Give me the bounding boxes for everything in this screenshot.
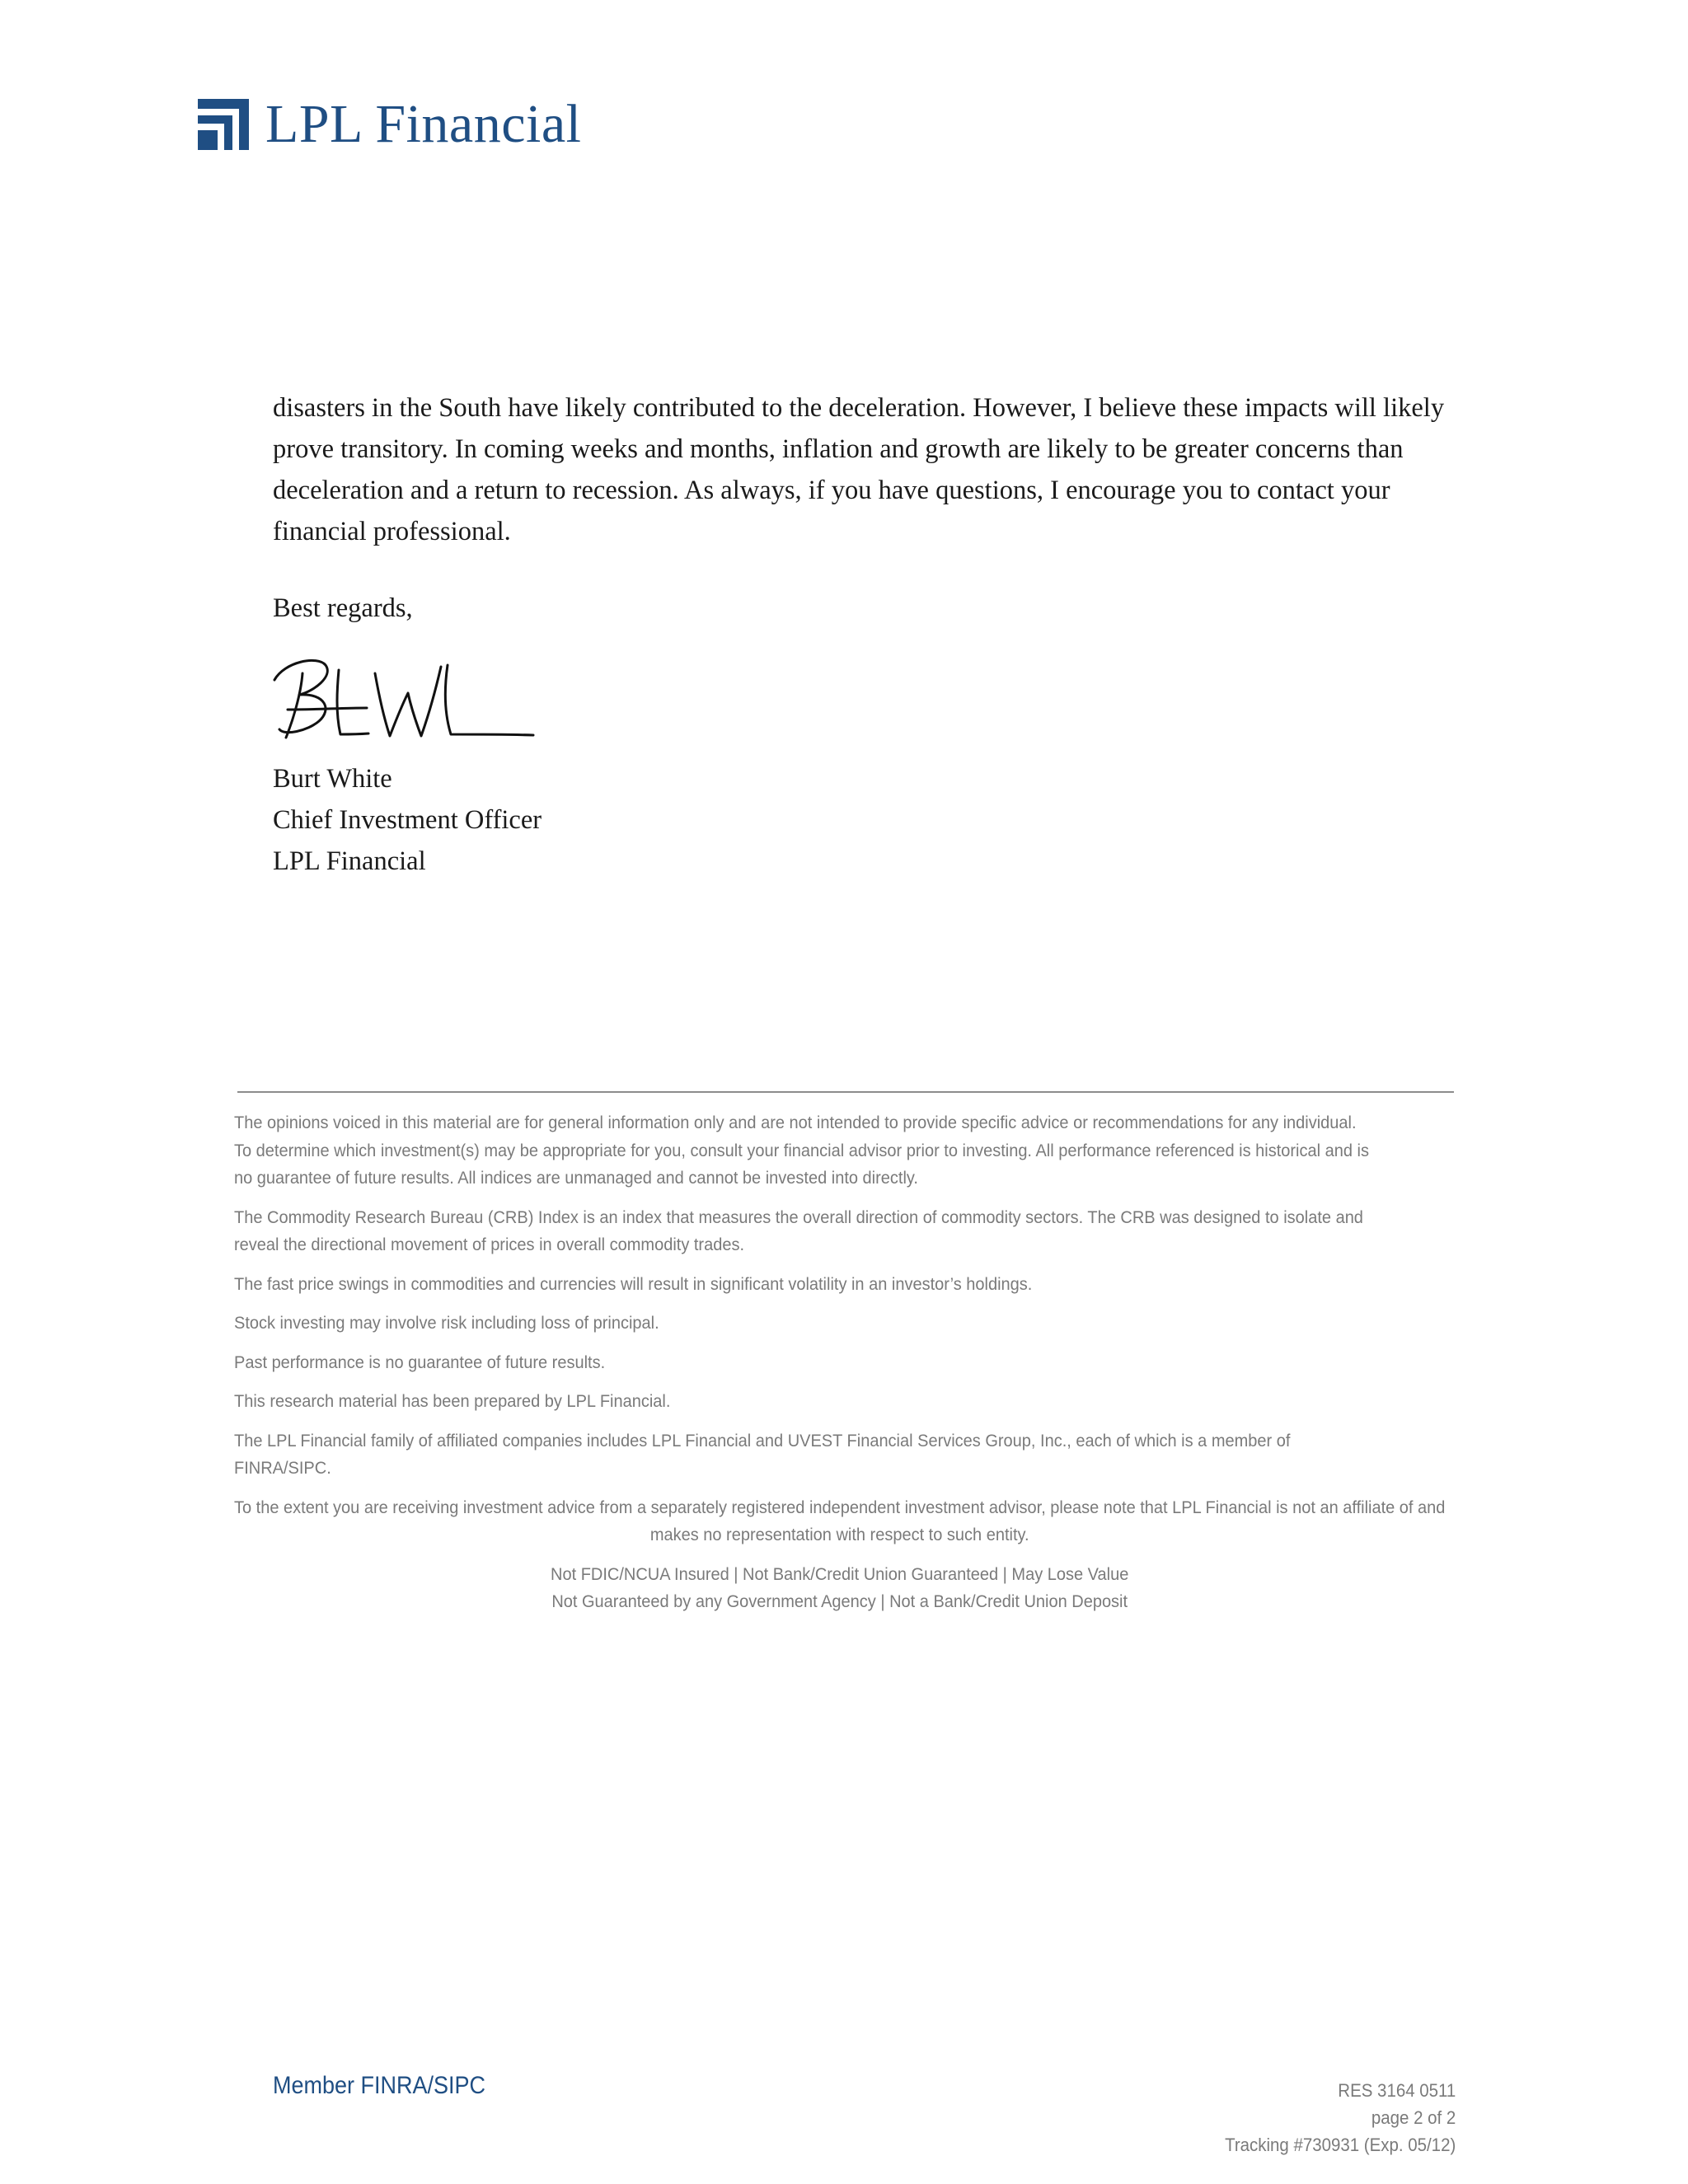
document-code: RES 3164 0511: [1338, 2080, 1456, 2101]
section-divider: [237, 1091, 1454, 1093]
insurance-notice-line-1: Not FDIC/NCUA Insured | Not Bank/Credit Union Guaranteed | May Lose Value: [551, 1563, 1129, 1584]
tracking-number: Tracking #730931 (Exp. 05/12): [1224, 2135, 1456, 2155]
disclosure-item: This research material has been prepared by LPL Financial.: [234, 1391, 671, 1411]
signer-company: LPL Financial: [273, 846, 426, 876]
advisor-note: To the extent you are receiving investment advice from a separately registered independent investment advisor, please note that LPL Financial is not an affiliate of and makes no representation with respect to such entity.: [234, 1497, 1446, 1544]
signature-block: [273, 758, 542, 882]
disclosure-item: The opinions voiced in this material are for general information only and are not intended to provide specific advice or recommendations for any individual. To determine which investment(s) may be appropriate for you, consult your financial advisor prior to investing. All performance referenced is historical and is no guarantee of future results. All indices are unmanaged and cannot be invested into directly.: [234, 1113, 1369, 1188]
letter-body: [273, 387, 1460, 552]
signer-title: Chief Investment Officer: [273, 805, 542, 835]
company-logo: [198, 94, 582, 154]
letter-closing: Best regards,: [273, 593, 413, 623]
page-number: page 2 of 2: [1371, 2107, 1456, 2128]
member-finra-sipc: Member FINRA/SIPC: [273, 2072, 486, 2099]
disclosure-item: The LPL Financial family of affiliated companies includes LPL Financial and UVEST Financial Services Group, Inc., each of which is a member of FINRA/SIPC.: [234, 1430, 1291, 1478]
signer-name: Burt White: [273, 764, 392, 794]
disclosure-item: The Commodity Research Bureau (CRB) Index is an index that measures the overall direction of commodity sectors. The CRB was designed to isolate and reveal the directional movement of prices in overall commodity trades.: [234, 1207, 1363, 1254]
letter-paragraph: disasters in the South have likely contributed to the deceleration. However, I believe these impacts will likely prove transitory. In coming weeks and months, inflation and growth are likely to be greater concerns than deceleration and a return to recession. As always, if you have questions, I encourage you to contact your financial professional.: [273, 393, 1445, 546]
insurance-notice-line-2: Not Guaranteed by any Government Agency | Not a Bank/Credit Union Deposit: [551, 1591, 1128, 1611]
document-codes: [1225, 2077, 1456, 2158]
disclosure-item: Past performance is no guarantee of future results.: [234, 1352, 606, 1372]
disclosure-item: The fast price swings in commodities and currencies will result in significant volatility in an investor’s holdings.: [234, 1273, 1033, 1294]
disclosures: [234, 1109, 1446, 1616]
logo-wordmark: LPL Financial: [265, 94, 582, 154]
disclosure-item: Stock investing may involve risk including loss of principal.: [234, 1313, 659, 1333]
handwritten-signature: [268, 655, 540, 754]
lpl-logo-icon: [198, 99, 249, 150]
